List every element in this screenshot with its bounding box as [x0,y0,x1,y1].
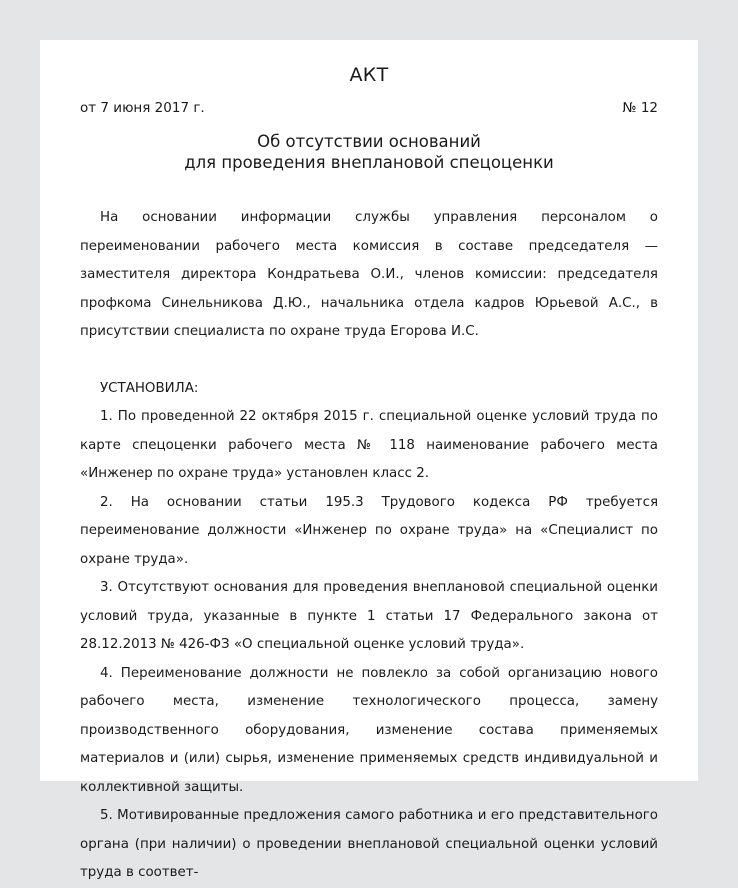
document-date: от 7 июня 2017 г. [80,100,205,116]
document-meta [80,100,658,116]
document-body [80,204,658,888]
intro-paragraph: На основании информации службы управления персоналом о переименовании рабочего места комиссия в составе председателя — заместителя директора Кондратьева О.И., членов комиссии: председателя профкома Синельникова Д.Ю., начальника отдела кадров Юрьевой А.С., в присутствии специалиста по охране труда Егорова И.С. [80,210,658,339]
document-subtitle [40,131,698,173]
list-item: 4. Переименование должности не повлекло за собой организацию нового рабочего места, изменение технологического процесса, замену производственного оборудования, изменение состава применяемых материалов и (или) сырья, изменение применяемых средств индивидуальной и коллективной защиты. [80,665,658,795]
list-item: 2. На основании статьи 195.3 Трудового кодекса РФ требуется переименование должности «Инженер по охране труда» на «Специалист по охране труда». [80,494,658,567]
section-heading: УСТАНОВИЛА: [100,380,199,396]
list-item: 5. Мотивированные предложения самого работника и его представительного органа (при наличии) о проведении внеплановой специальной оценки условий труда в соответ- [80,808,658,880]
document-title: АКТ [349,64,389,86]
list-item: 1. По проведенной 22 октября 2015 г. специальной оценке условий труда по карте спецоценки рабочего места № 118 наименование рабочего места «Инженер по охране труда» установлен класс 2. [80,409,658,481]
subtitle-line-1: Об отсутствии оснований [257,132,481,151]
subtitle-line-2: для проведения внеплановой спецоценки [184,153,554,172]
document-page [40,40,698,880]
document-number: № 12 [622,100,658,116]
list-item: 3. Отсутствуют основания для проведения внеплановой специальной оценки условий труда, указанные в пункте 1 статьи 17 Федерального закона от 28.12.2013 № 426-ФЗ «О специальной оценке условий труда». [80,580,658,652]
